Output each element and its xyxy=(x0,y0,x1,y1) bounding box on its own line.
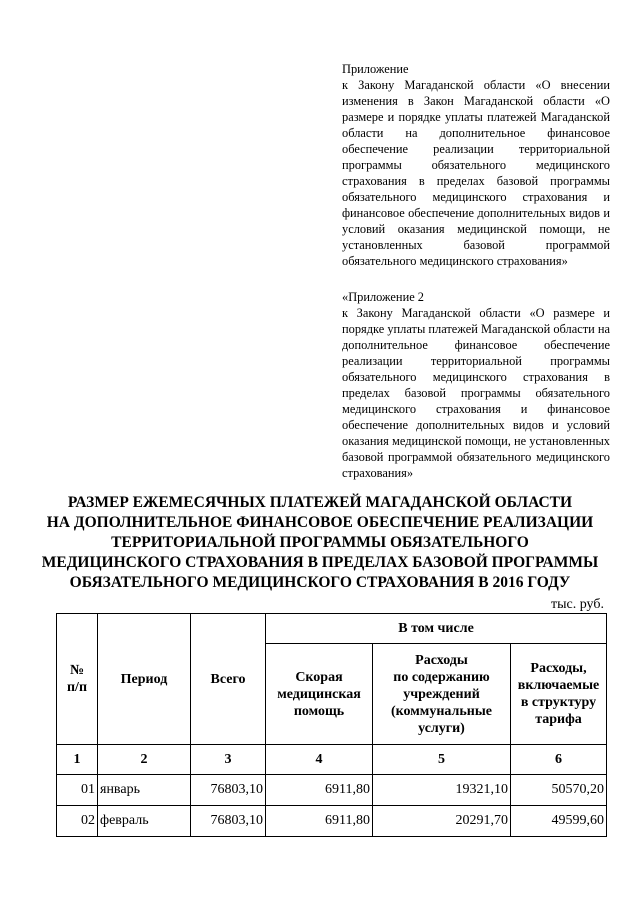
cell-ambulance: 6911,80 xyxy=(266,806,373,837)
header-row-top xyxy=(57,614,607,644)
cell-tariff: 50570,20 xyxy=(511,775,607,806)
cell-num: 02 xyxy=(57,806,98,837)
title-line-2: НА ДОПОЛНИТЕЛЬНОЕ ФИНАНСОВОЕ ОБЕСПЕЧЕНИЕ РЕАЛИЗАЦИИ xyxy=(46,514,594,531)
table-row xyxy=(57,775,607,806)
cell-num: 01 xyxy=(57,775,98,806)
column-index-row xyxy=(57,745,607,775)
cell-total: 76803,10 xyxy=(191,806,266,837)
payments-table xyxy=(56,613,607,837)
header-num: № п/п xyxy=(57,614,98,745)
header-tariff: Расходы, включаемые в структуру тарифа xyxy=(511,644,607,745)
column-index: 3 xyxy=(191,745,266,775)
column-index: 4 xyxy=(266,745,373,775)
cell-period: январь xyxy=(98,775,191,806)
column-index: 2 xyxy=(98,745,191,775)
cell-maintenance: 19321,10 xyxy=(373,775,511,806)
units-label: тыс. руб. xyxy=(551,597,604,612)
title-line-1: РАЗМЕР ЕЖЕМЕСЯЧНЫХ ПЛАТЕЖЕЙ МАГАДАНСКОЙ ОБЛАСТИ xyxy=(67,494,573,511)
title-line-3: ТЕРРИТОРИАЛЬНОЙ ПРОГРАММЫ ОБЯЗАТЕЛЬНОГО xyxy=(111,534,529,551)
header-total: Всего xyxy=(191,614,266,745)
column-index: 1 xyxy=(57,745,98,775)
header-group: В том числе xyxy=(266,614,607,644)
column-index: 6 xyxy=(511,745,607,775)
table-row xyxy=(57,806,607,837)
cell-tariff: 49599,60 xyxy=(511,806,607,837)
document-title xyxy=(40,493,600,593)
cell-ambulance: 6911,80 xyxy=(266,775,373,806)
header-ambulance: Скорая медицинская помощь xyxy=(266,644,373,745)
appendix-2-note: «Приложение 2 к Закону Магаданской области «О размере и порядке уплаты платежей Магаданской области на дополнительное финансовое обеспечение реализации территориальной программы обязательного медицинского страхования в пределах базовой программы обязательного медицинского страхования и финансовое обеспечение дополнительных видов и условий оказания медицинской помощи, не установленных базовой программой обязательного медицинского страхования» xyxy=(342,290,610,480)
cell-total: 76803,10 xyxy=(191,775,266,806)
title-line-5: ОБЯЗАТЕЛЬНОГО МЕДИЦИНСКОГО СТРАХОВАНИЯ В 2016 ГОДУ xyxy=(69,574,571,591)
cell-period: февраль xyxy=(98,806,191,837)
header-period: Период xyxy=(98,614,191,745)
cell-maintenance: 20291,70 xyxy=(373,806,511,837)
title-line-4: МЕДИЦИНСКОГО СТРАХОВАНИЯ В ПРЕДЕЛАХ БАЗОВОЙ ПРОГРАММЫ xyxy=(41,554,599,571)
header-maintenance: Расходы по содержанию учреждений (коммунальные услуги) xyxy=(373,644,511,745)
appendix-1-note: Приложение к Закону Магаданской области «О внесении изменения в Закон Магаданской области «О размере и порядке уплаты платежей Магаданской области на дополнительное финансовое обеспечение реализации территориальной программы обязательного медицинского страхования в пределах базовой программы обязательного медицинского страхования и финансовое обеспечение дополнительных видов и условий оказания медицинской помощи, не установленных базовой программой обязательного медицинского страхования» xyxy=(342,62,610,268)
column-index: 5 xyxy=(373,745,511,775)
